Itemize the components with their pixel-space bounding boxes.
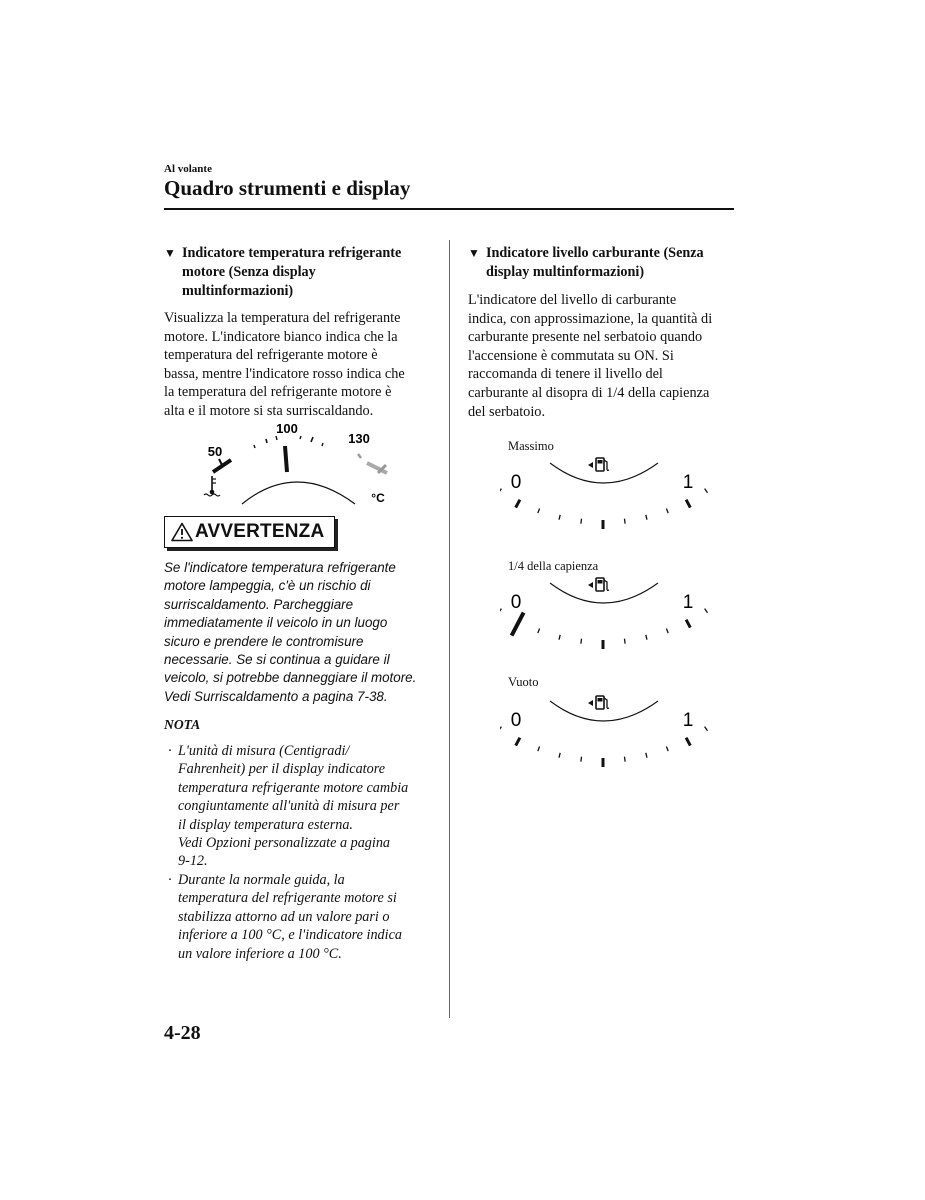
nota-line: stabilizza attorno ad un valore pari o xyxy=(178,908,390,925)
warning-line: surriscaldamento. Parcheggiare xyxy=(164,596,354,612)
gauge-tick xyxy=(559,635,560,640)
coolant-temperature-icon xyxy=(204,476,220,496)
warning-line: necessarie. Se si continua a guidare il xyxy=(164,652,390,668)
heading-line: Indicatore livello carburante (Senza xyxy=(486,245,704,261)
gauge-label-full: 1 xyxy=(682,592,694,613)
nota-line: inferiore a 100 °C, e l'indicatore indica xyxy=(178,927,402,944)
gauge-tick xyxy=(516,738,520,746)
gauge-tick xyxy=(666,509,668,514)
warning-line: Vedi Surriscaldamento a pagina 7-38. xyxy=(164,688,388,704)
text-line: bassa, mentre l'indicatore rosso indica che xyxy=(164,365,405,382)
gauge-tick xyxy=(500,489,501,493)
fuel-gauge-quarter xyxy=(500,568,710,663)
text-line: L'indicatore del livello di carburante xyxy=(468,292,677,308)
nota-line: congiuntamente all'unità di misura per xyxy=(178,798,400,815)
gauge-tick xyxy=(538,747,540,752)
gauge-tick xyxy=(322,443,323,446)
temperature-gauge-diagram xyxy=(195,418,395,508)
gauge-tick xyxy=(581,757,582,762)
text-line: raccomanda di tenere il livello del xyxy=(468,366,663,383)
gauge-unit: °C xyxy=(371,491,385,505)
warning-box xyxy=(164,516,335,548)
section-label: Al volante xyxy=(164,163,212,175)
gauge-tick xyxy=(581,519,582,524)
text-line: del serbatoio. xyxy=(468,403,546,420)
text-line: alta e il motore si sta surriscaldando. xyxy=(164,402,374,419)
fuel-pump-body xyxy=(596,696,604,709)
text-line: indica, con approssimazione, la quantità di xyxy=(468,310,713,327)
heading-line: multinformazioni) xyxy=(182,283,294,299)
fuel-gauge-empty xyxy=(500,686,710,781)
gauge-tick xyxy=(300,436,301,439)
gauge-tick xyxy=(666,629,668,634)
gauge-tick xyxy=(686,620,690,628)
bullet: · xyxy=(168,743,172,759)
text-line: motore. L'indicatore bianco indica che la xyxy=(164,328,398,345)
gauge-tick xyxy=(646,753,647,758)
fuel-pump-icon xyxy=(588,578,609,591)
fuel-pump-body xyxy=(596,458,604,471)
gauge-needle xyxy=(512,613,524,636)
gauge-tick xyxy=(500,609,501,613)
text-line: Visualizza la temperatura del refrigerante xyxy=(164,310,401,326)
fuel-side-arrow xyxy=(588,462,593,468)
nota-line: Fahrenheit) per il display indicatore xyxy=(178,761,385,778)
warning-triangle-icon xyxy=(171,522,193,542)
warning-text xyxy=(164,559,444,706)
nota-title: NOTA xyxy=(164,717,201,732)
fuel-pump-window xyxy=(598,460,603,464)
gauge-tick xyxy=(705,489,708,493)
fuel-gauge-heading xyxy=(468,244,738,282)
warning-title: AVVERTENZA xyxy=(195,521,325,542)
gauge-label-empty: 0 xyxy=(510,710,522,731)
gauge-tick xyxy=(559,515,560,520)
gauge-tick xyxy=(705,609,708,613)
section-triangle-icon: ▼ xyxy=(164,246,176,260)
fuel-side-arrow xyxy=(588,700,593,706)
gauge-label-empty: 0 xyxy=(510,472,522,493)
page-number: 4-28 xyxy=(164,1022,201,1044)
fuel-description xyxy=(468,291,744,421)
nota-item xyxy=(168,742,443,871)
gauge-tick xyxy=(276,436,277,440)
fuel-gauge-caption: 1/4 della capienza xyxy=(508,559,599,573)
warning-line: veicolo, si potrebbe danneggiare il motore. xyxy=(164,670,417,686)
fuel-gauge-caption: Vuoto xyxy=(508,675,539,689)
gauge-tick xyxy=(646,635,647,640)
gauge-tick xyxy=(516,500,520,508)
nota-line: Durante la normale guida, la xyxy=(178,872,345,888)
fuel-pump-body xyxy=(596,578,604,591)
fuel-side-arrow xyxy=(588,582,593,588)
warning-line: motore lampeggia, c'è un rischio di xyxy=(164,578,371,594)
gauge-tick xyxy=(705,727,708,731)
gauge-tick xyxy=(500,727,501,731)
fuel-gauge-caption: Massimo xyxy=(508,439,554,453)
nota-line: un valore inferiore a 100 °C. xyxy=(178,945,342,962)
gauge-arc xyxy=(242,482,355,504)
heading-line: display multinformazioni) xyxy=(486,264,645,280)
gauge-label-100: 100 xyxy=(276,421,298,436)
title-rule xyxy=(164,208,734,210)
fuel-pump-icon xyxy=(588,458,609,471)
nota-line: L'unità di misura (Centigradi/ xyxy=(178,743,350,759)
fuel-pump-window xyxy=(598,580,603,584)
warning-line: Se l'indicatore temperatura refrigerante xyxy=(164,560,396,575)
nota-line: Vedi Opzioni personalizzate a pagina xyxy=(178,835,391,852)
gauge-tick xyxy=(538,629,540,634)
text-line: temperatura del refrigerante motore è xyxy=(164,347,378,364)
page-title: Quadro strumenti e display xyxy=(164,176,411,200)
nota-item xyxy=(168,871,443,963)
gauge-tick xyxy=(311,437,313,442)
text-line: l'accensione è commutata su ON. Si xyxy=(468,347,674,364)
gauge-label-full: 1 xyxy=(682,472,694,493)
gauge-tick xyxy=(625,519,626,524)
gauge-tick xyxy=(625,757,626,762)
coolant-gauge-heading xyxy=(164,244,434,301)
gauge-tick xyxy=(581,639,582,644)
fuel-pump-window xyxy=(598,698,603,702)
nota-line: 9-12. xyxy=(178,853,208,870)
warning-line: sicuro e prendere le contromisure xyxy=(164,633,364,649)
gauge-label-50: 50 xyxy=(207,444,223,459)
gauge-tick xyxy=(666,747,668,752)
heading-line: Indicatore temperatura refrigerante xyxy=(182,245,402,261)
gauge-tick xyxy=(646,515,647,520)
gauge-tick xyxy=(266,439,267,443)
gauge-tick xyxy=(686,500,690,508)
gauge-needle-center xyxy=(285,446,287,472)
text-line: carburante al disopra di 1/4 della capienza xyxy=(468,384,710,401)
fuel-gauge-full xyxy=(500,448,710,543)
column-divider xyxy=(449,240,450,1018)
gauge-tick xyxy=(538,509,540,514)
gauge-tick xyxy=(625,639,626,644)
text-line: la temperatura del refrigerante motore è xyxy=(164,384,392,401)
gauge-tick xyxy=(358,454,361,458)
coolant-description xyxy=(164,309,440,421)
gauge-tick xyxy=(254,445,255,448)
nota-line: temperatura del refrigerante motore si xyxy=(178,890,397,907)
nota-line: il display temperatura esterna. xyxy=(178,816,353,833)
gauge-tick xyxy=(559,753,560,758)
section-triangle-icon: ▼ xyxy=(468,246,480,260)
heading-line: motore (Senza display xyxy=(182,264,316,280)
gauge-tick xyxy=(686,738,690,746)
gauge-label-empty: 0 xyxy=(510,592,522,613)
gauge-label-full: 1 xyxy=(682,710,694,731)
warning-line: immediatamente il veicolo in un luogo xyxy=(164,615,388,631)
gauge-label-130: 130 xyxy=(348,431,370,446)
nota-line: temperatura refrigerante motore cambia xyxy=(178,779,409,796)
fuel-pump-icon xyxy=(588,696,609,709)
gauge-needle-low xyxy=(213,460,231,472)
text-line: carburante presente nel serbatoio quando xyxy=(468,329,703,346)
bullet: · xyxy=(168,872,172,888)
